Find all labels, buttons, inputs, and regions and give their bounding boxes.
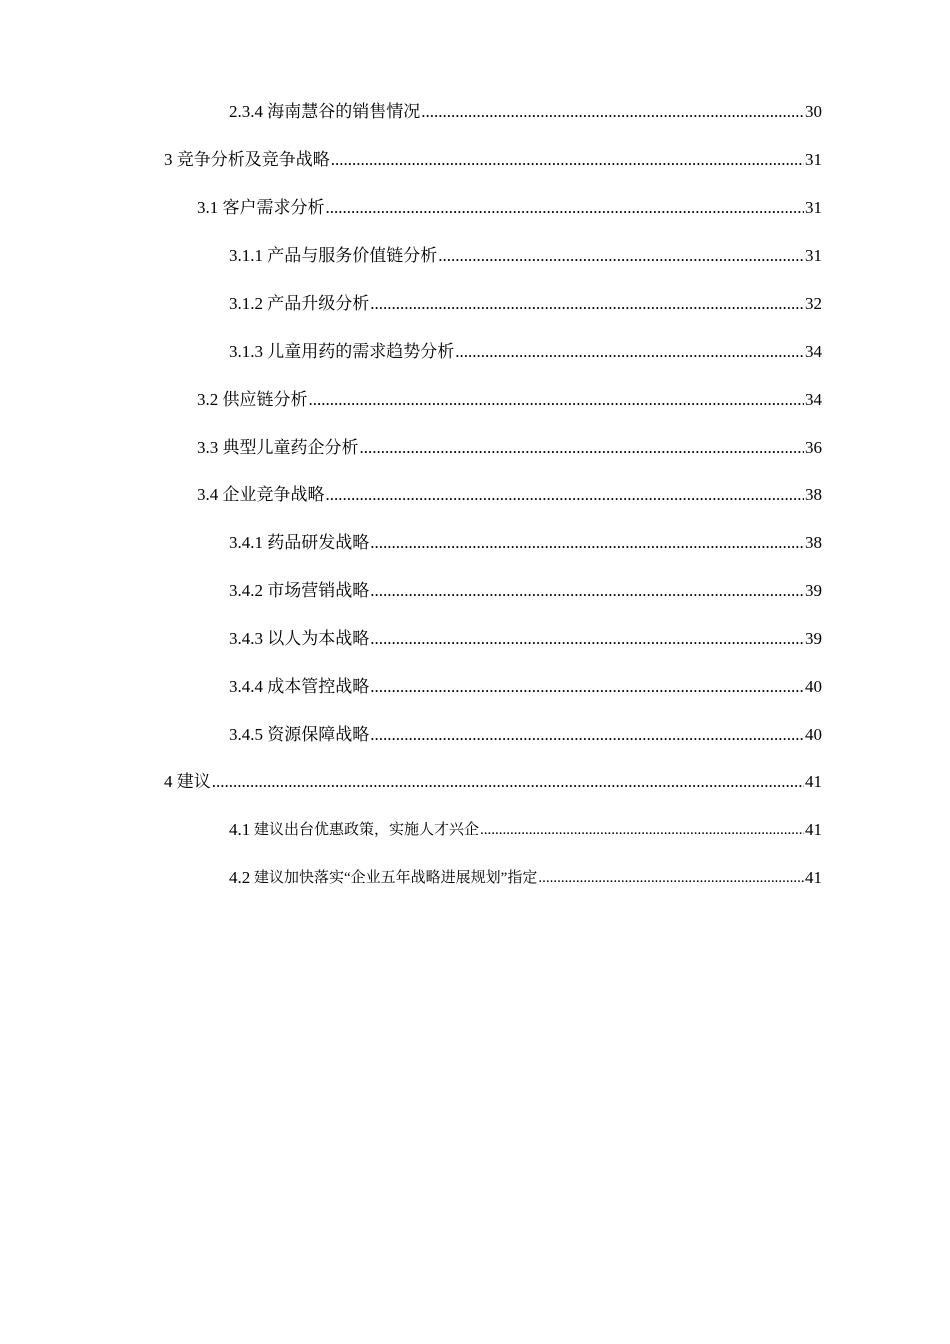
toc-entry-4-2[interactable] — [229, 866, 822, 890]
toc-entry-page: 41 — [805, 868, 822, 887]
toc-entry-title: 供应链分析 — [222, 390, 308, 409]
toc-entry-page: 38 — [805, 533, 822, 552]
toc-entry-3-4-5[interactable] — [229, 723, 822, 747]
toc-entry-number: 2.3.4 — [229, 102, 263, 121]
toc-entry-number: 3.4 — [197, 485, 219, 504]
toc-entry-title: 客户需求分析 — [222, 198, 325, 217]
toc-entry-page: 40 — [805, 725, 822, 744]
toc-entry-page: 31 — [805, 246, 822, 265]
toc-entry-page: 31 — [805, 150, 822, 169]
toc-entry-3[interactable] — [164, 148, 822, 172]
toc-entry-number: 3.1 — [197, 198, 219, 217]
toc-entry-3-1-3[interactable] — [229, 340, 822, 364]
toc-entry-page: 40 — [805, 677, 822, 696]
toc-entry-page: 39 — [805, 629, 822, 648]
toc-entry-number: 4.1 — [229, 820, 251, 839]
toc-entry-title: 海南慧谷的销售情况 — [267, 102, 421, 121]
dot-leader — [309, 388, 805, 412]
toc-entry-page: 38 — [805, 485, 822, 504]
dot-leader — [370, 531, 804, 555]
toc-entry-title: 以人为本战略 — [267, 629, 370, 648]
toc-entry-3-2[interactable] — [197, 388, 822, 412]
toc-entry-3-4-2[interactable] — [229, 579, 822, 603]
toc-entry-3-1[interactable] — [197, 196, 822, 220]
toc-entry-page: 30 — [805, 102, 822, 121]
dot-leader — [326, 196, 805, 220]
dot-leader — [480, 818, 804, 842]
toc-entry-number: 3.4.2 — [229, 581, 263, 600]
dot-leader — [370, 292, 804, 316]
toc-entry-number: 3.1.3 — [229, 342, 263, 361]
dot-leader — [438, 244, 804, 268]
toc-entry-4[interactable] — [164, 770, 822, 794]
toc-entry-title: 企业竞争战略 — [222, 485, 325, 504]
toc-entry-number: 3.1.1 — [229, 246, 263, 265]
toc-entry-title: 资源保障战略 — [267, 725, 370, 744]
toc-entry-title: 药品研发战略 — [267, 533, 370, 552]
toc-entry-page: 32 — [805, 294, 822, 313]
toc-entry-number: 4.2 — [229, 868, 251, 887]
toc-entry-title: 成本管控战略 — [267, 677, 370, 696]
toc-entry-3-3[interactable] — [197, 436, 822, 460]
toc-entry-title: 市场营销战略 — [267, 581, 370, 600]
toc-entry-3-4-4[interactable] — [229, 675, 822, 699]
toc-entry-title: 建议出台优惠政策，实施人才兴企 — [254, 822, 480, 838]
toc-entry-4-1[interactable] — [229, 818, 822, 842]
toc-entry-title: 典型儿童药企分析 — [222, 438, 359, 457]
dot-leader — [370, 675, 804, 699]
dot-leader — [370, 579, 804, 603]
dot-leader — [421, 100, 804, 124]
toc-entry-number: 3.4.5 — [229, 725, 263, 744]
dot-leader — [331, 148, 804, 172]
toc-entry-3-4-1[interactable] — [229, 531, 822, 555]
dot-leader — [212, 770, 804, 794]
toc-entry-page: 41 — [805, 820, 822, 839]
toc-entry-page: 36 — [805, 438, 822, 457]
dot-leader — [538, 866, 804, 890]
toc-entry-2-3-4[interactable] — [229, 100, 822, 124]
toc-entry-number: 4 — [164, 772, 173, 791]
dot-leader — [455, 340, 804, 364]
toc-entry-title: 建议 — [176, 772, 211, 791]
toc-entry-number: 3 — [164, 150, 173, 169]
toc-entry-3-1-1[interactable] — [229, 244, 822, 268]
toc-entry-page: 34 — [805, 390, 822, 409]
toc-entry-title: 产品与服务价值链分析 — [267, 246, 438, 265]
toc-entry-title: 竞争分析及竞争战略 — [176, 150, 330, 169]
toc-entry-number: 3.2 — [197, 390, 219, 409]
toc-entry-3-1-2[interactable] — [229, 292, 822, 316]
toc-entry-number: 3.4.3 — [229, 629, 263, 648]
toc-entry-title: 儿童用药的需求趋势分析 — [267, 342, 455, 361]
dot-leader — [326, 483, 805, 507]
dot-leader — [370, 723, 804, 747]
toc-entry-page: 41 — [805, 772, 822, 791]
dot-leader — [360, 436, 805, 460]
toc-entry-number: 3.1.2 — [229, 294, 263, 313]
toc-entry-number: 3.4.1 — [229, 533, 263, 552]
toc-entry-number: 3.4.4 — [229, 677, 263, 696]
dot-leader — [370, 627, 804, 651]
toc-entry-page: 39 — [805, 581, 822, 600]
toc-entry-page: 34 — [805, 342, 822, 361]
toc-entry-page: 31 — [805, 198, 822, 217]
toc-entry-title: 产品升级分析 — [267, 294, 370, 313]
toc-entry-number: 3.3 — [197, 438, 219, 457]
toc-entry-3-4[interactable] — [197, 483, 822, 507]
toc-entry-title: 建议加快落实“企业五年战略进展规划”指定 — [254, 870, 538, 886]
toc-entry-3-4-3[interactable] — [229, 627, 822, 651]
